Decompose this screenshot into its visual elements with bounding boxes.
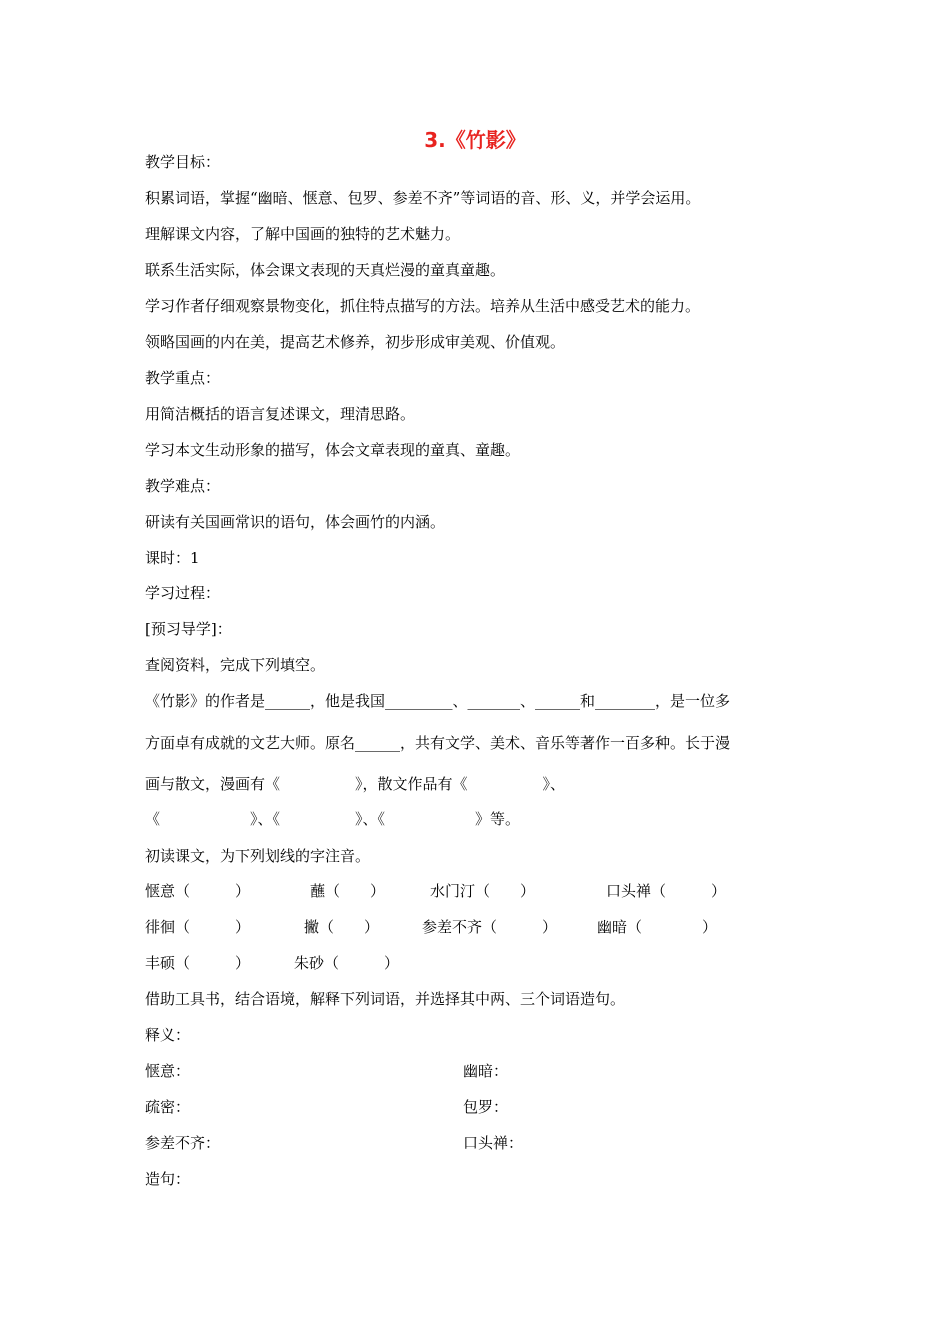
task-pinyin: 初读课文，为下列划线的字注音。 <box>145 847 371 865</box>
preview-heading: [预习导学]： <box>145 620 232 638</box>
definition-item: 幽暗： <box>463 1062 509 1080</box>
definition-heading: 释义： <box>145 1026 191 1044</box>
key-point-item: 用简洁概括的语言复述课文，理清思路。 <box>145 405 416 423</box>
pinyin-item: 惬意（ ） <box>145 882 251 900</box>
objectives-heading: 教学目标： <box>145 153 221 171</box>
pinyin-item: 口头禅（ ） <box>606 882 727 900</box>
objective-item: 理解课文内容，了解中国画的独特的艺术魅力。 <box>145 225 461 243</box>
difficulties-heading: 教学难点： <box>145 477 221 495</box>
fill-line: 《 》、《 》、《 》等。 <box>145 810 521 828</box>
page-title: 3.《竹影》 <box>424 128 526 152</box>
key-point-item: 学习本文生动形象的描写，体会文章表现的童真、童趣。 <box>145 441 521 459</box>
definition-item: 口头禅： <box>463 1134 524 1152</box>
definition-item: 惬意： <box>145 1062 191 1080</box>
pinyin-item: 幽暗（ ） <box>597 918 718 936</box>
pinyin-item: 丰硕（ ） <box>145 954 251 972</box>
pinyin-item: 蘸（ ） <box>310 882 386 900</box>
pinyin-item: 徘徊（ ） <box>145 918 251 936</box>
task-fill-blanks: 查阅资料，完成下列填空。 <box>145 656 326 674</box>
class-hours: 课时：1 <box>145 549 200 567</box>
pinyin-item: 撇（ ） <box>304 918 380 936</box>
objective-item: 联系生活实际，体会课文表现的天真烂漫的童真童趣。 <box>145 261 506 279</box>
pinyin-item: 参差不齐（ ） <box>422 918 558 936</box>
definition-item: 包罗： <box>463 1098 509 1116</box>
objective-item: 学习作者仔细观察景物变化，抓住特点描写的方法。培养从生活中感受艺术的能力。 <box>145 297 701 315</box>
process-heading: 学习过程： <box>145 584 221 602</box>
fill-line: 方面卓有成就的文艺大师。原名______，共有文学、美术、音乐等著作一百多种。长于漫 <box>145 734 731 752</box>
pinyin-item: 水门汀（ ） <box>430 882 536 900</box>
definition-item: 疏密： <box>145 1098 191 1116</box>
definition-item: 参差不齐： <box>145 1134 221 1152</box>
sentence-heading: 造句： <box>145 1170 191 1188</box>
objective-item: 领略国画的内在美，提高艺术修养，初步形成审美观、价值观。 <box>145 333 566 351</box>
key-points-heading: 教学重点： <box>145 369 221 387</box>
difficulty-item: 研读有关国画常识的语句，体会画竹的内涵。 <box>145 513 446 531</box>
pinyin-item: 朱砂（ ） <box>294 954 400 972</box>
objective-item: 积累词语，掌握“幽暗、惬意、包罗、参差不齐”等词语的音、形、义，并学会运用。 <box>145 189 701 207</box>
fill-line: 画与散文，漫画有《 》，散文作品有《 》、 <box>145 775 566 793</box>
fill-line: 《竹影》的作者是______，他是我国_________、_______、______和________，是一位多 <box>145 692 731 710</box>
task-definitions: 借助工具书，结合语境，解释下列词语，并选择其中两、三个词语造句。 <box>145 990 626 1008</box>
